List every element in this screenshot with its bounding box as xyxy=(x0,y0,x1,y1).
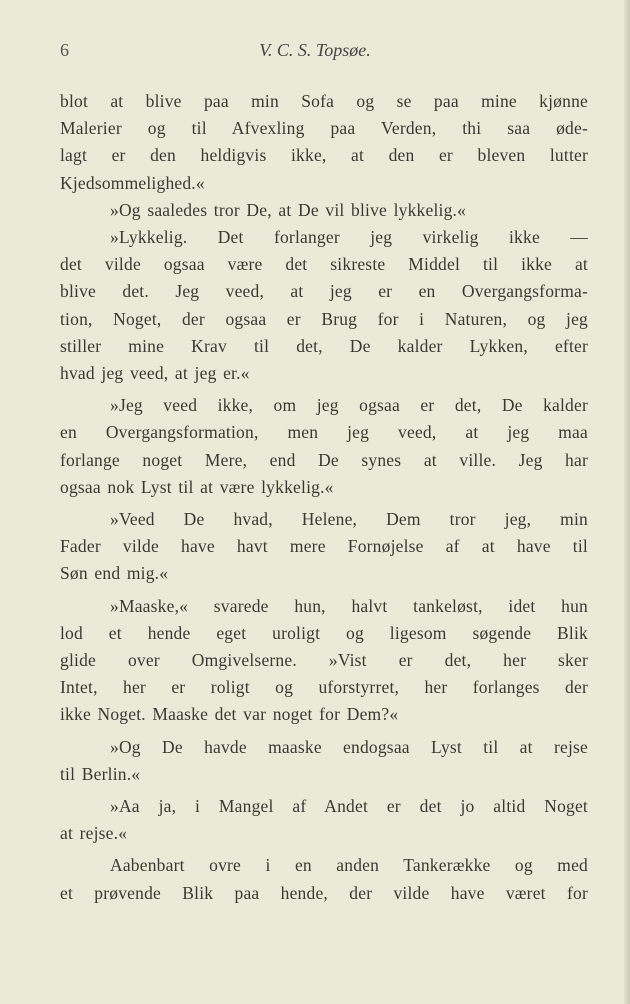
text-line: blot at blive paa min Sofa og se paa mine kjønne xyxy=(60,91,588,111)
text-line: en Overgangsformation, men jeg veed, at jeg maa xyxy=(60,422,588,443)
text-line: det vilde ogsaa være det sikreste Middel til ikke at xyxy=(60,254,588,275)
text-line: Kjedsommelighed.« xyxy=(60,172,205,193)
text-line: stiller mine Krav til det, De kalder Lykken, efter xyxy=(60,335,588,356)
text-line: til Berlin.« xyxy=(60,763,141,784)
text-line: Aabenbart ovre i en anden Tankerække og med xyxy=(110,855,588,876)
text-line: hvad jeg veed, at jeg er.« xyxy=(60,363,250,383)
text-line: lagt er den heldigvis ikke, at den er bleven lutter xyxy=(60,145,588,166)
text-line: Malerier og til Afvexling paa Verden, thi saa øde- xyxy=(60,118,588,139)
text-line: ikke Noget. Maaske det var noget for Dem?« xyxy=(60,704,399,725)
text-line: »Maaske,« svarede hun, halvt tankeløst, idet hun xyxy=(110,595,588,616)
text-line: »Veed De hvad, Helene, Dem tror jeg, min xyxy=(110,509,588,529)
text-line: »Lykkelig. Det forlanger jeg virkelig ikke — xyxy=(110,227,588,247)
text-line: et prøvende Blik paa hende, der vilde have været for xyxy=(60,882,588,903)
text-line: »Og De havde maaske endogsaa Lyst til at rejse xyxy=(110,736,588,757)
text-line: glide over Omgivelserne. »Vist er det, her sker xyxy=(60,650,588,670)
text-line: at rejse.« xyxy=(60,823,128,844)
page-number: 6 xyxy=(60,40,69,60)
text-line: »Jeg veed ikke, om jeg ogsaa er det, De kalder xyxy=(110,395,588,416)
text-line: lod et hende eget uroligt og ligesom søgende Blik xyxy=(60,622,588,643)
text-line: Søn end mig.« xyxy=(60,563,169,584)
text-line: forlange noget Mere, end De synes at ville. Jeg har xyxy=(60,449,588,470)
text-line: tion, Noget, der ogsaa er Brug for i Naturen, og jeg xyxy=(60,308,588,329)
text-line: »Aa ja, i Mangel af Andet er det jo altid Noget xyxy=(110,796,588,816)
running-title: V. C. S. Topsøe. xyxy=(259,40,371,60)
text-line: Fader vilde have havt mere Fornøjelse af at have til xyxy=(60,536,588,557)
text-line: ogsaa nok Lyst til at være lykkelig.« xyxy=(60,476,334,497)
text-line: blive det. Jeg veed, at jeg er en Overgangsforma- xyxy=(60,281,588,302)
page-edge xyxy=(624,0,630,1004)
text-line: Intet, her er roligt og uforstyrret, her forlanges der xyxy=(60,677,588,698)
text-line: »Og saaledes tror De, at De vil blive lykkelig.« xyxy=(110,199,467,220)
